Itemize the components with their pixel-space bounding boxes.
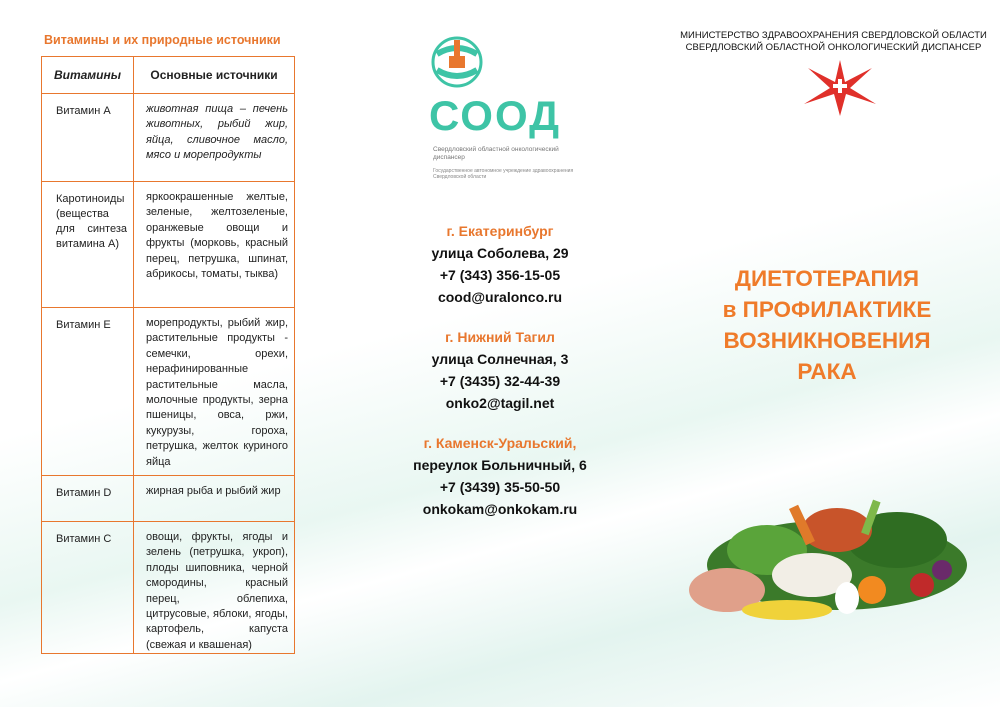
contact-street: улица Солнечная, 3 (431, 351, 569, 367)
sources-cell: морепродукты, рыбий жир, растительные продукты - семечки, орехи, нерафинированные растительные масла, молочные продукты, зерна пшеницы, овса, ржи, кукурузы, гороха, петрушка, желток куриного яйца (134, 308, 295, 476)
contacts (333, 220, 667, 538)
vitamin-cell: Витамин А (42, 94, 134, 182)
title-line: РАКА (797, 359, 857, 384)
left-panel (0, 0, 333, 707)
table-row (42, 522, 295, 654)
logo-subtitle: Свердловский областной онкологический диспансер (433, 146, 559, 161)
ministry-line: СВЕРДЛОВСКИЙ ОБЛАСТНОЙ ОНКОЛОГИЧЕСКИЙ ДИСПАНСЕР (685, 42, 982, 53)
vitamins-table (41, 56, 295, 654)
middle-panel (333, 0, 667, 707)
vitamin-cell: Каротиноиды (вещества для синтеза витамина А) (42, 182, 134, 308)
contact-city: г. Екатеринбург (446, 223, 554, 239)
ministry-header (667, 30, 1000, 54)
title-line: в ПРОФИЛАКТИКЕ (722, 297, 932, 322)
contact-phone: +7 (3435) 32-44-39 (439, 373, 561, 389)
sources-cell: овощи, фрукты, ягоды и зелень (петрушка, укроп), плоды шиповника, черной смородины, красный перец, облепиха, цитрусовые, яблоки, ягоды, картофель, капуста (свежая и квашеная) (134, 522, 295, 654)
contact-email: onko2@tagil.net (445, 395, 555, 411)
table-row (42, 308, 295, 476)
header-vitamins: Витамины (42, 57, 134, 94)
contact-city: г. Каменск-Уральский, (423, 435, 577, 451)
table-row (42, 182, 295, 308)
contact-email: cood@uralonco.ru (437, 289, 563, 305)
title-line: ДИЕТОТЕРАПИЯ (734, 266, 920, 291)
table-row (42, 94, 295, 182)
sources-cell: жирная рыба и рыбий жир (134, 476, 295, 522)
contact-phone: +7 (343) 356-15-05 (439, 267, 561, 283)
food-illustration (687, 480, 987, 630)
sood-logo-icon (431, 34, 483, 90)
oncology-emblem-icon (800, 58, 880, 118)
logo-text: СООД (429, 92, 561, 139)
header-sources: Основные источники (134, 57, 295, 94)
logo-org-type: Государственное автономное учреждение здравоохранения Свердловской области (433, 168, 574, 180)
contact-block (333, 220, 667, 308)
table-row (42, 476, 295, 522)
ministry-line: МИНИСТЕРСТВО ЗДРАВООХРАНЕНИЯ СВЕРДЛОВСКОЙ ОБЛАСТИ (680, 30, 987, 41)
contact-phone: +7 (3439) 35-50-50 (439, 479, 561, 495)
table-header-row (42, 57, 295, 94)
contact-city: г. Нижний Тагил (445, 329, 555, 345)
contact-block (333, 326, 667, 414)
table-title: Витамины и их природные источники (44, 33, 281, 47)
sources-cell: животная пища – печень животных, рыбий жир, яйца, сливочное масло, мясо и морепродукты (134, 94, 295, 182)
vitamin-cell: Витамин С (42, 522, 134, 654)
right-panel (667, 0, 1000, 707)
vitamin-cell: Витамин D (42, 476, 134, 522)
contact-street: улица Соболева, 29 (431, 245, 569, 261)
title-line: ВОЗНИКНОВЕНИЯ (723, 328, 931, 353)
contact-block (333, 432, 667, 520)
vitamin-cell: Витамин Е (42, 308, 134, 476)
sources-cell: яркоокрашенные желтые, зеленые, желтозеленые, оранжевые овощи и фрукты (морковь, красный перец, петрушка, шпинат, абрикосы, томаты, тыква) (134, 182, 295, 308)
brochure-title (667, 263, 987, 387)
contact-email: onkokam@onkokam.ru (422, 501, 578, 517)
contact-street: переулок Больничный, 6 (413, 457, 587, 473)
